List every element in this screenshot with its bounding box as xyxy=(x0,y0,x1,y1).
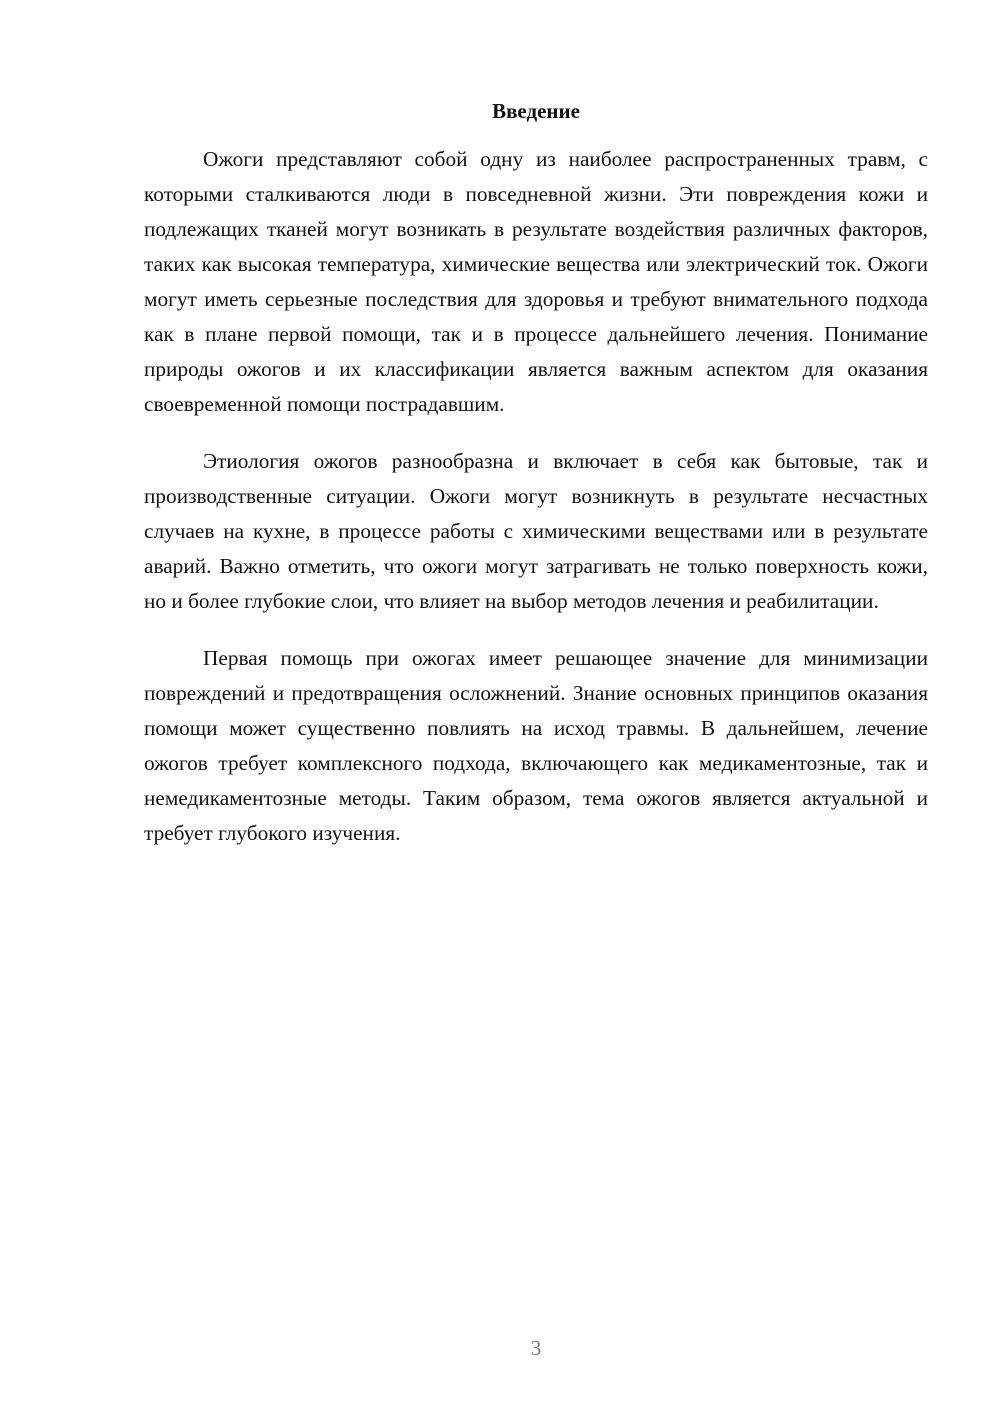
paragraph-2: Этиология ожогов разнообразна и включает в себя как бытовые, так и производственные ситуации. Ожоги могут возникнуть в результате несчастных случаев на кухне, в процессе работы с химическими веществами или в результате аварий. Важно отметить, что ожоги могут затрагивать не только поверхность кожи, но и более глубокие слои, что влияет на выбор методов лечения и реабилитации. xyxy=(144,449,928,613)
paragraph-3: Первая помощь при ожогах имеет решающее значение для минимизации повреждений и предотвращения осложнений. Знание основных принципов оказания помощи может существенно повлиять на исход травмы. В дальнейшем, лечение ожогов требует комплексного подхода, включающего как медикаментозные, так и немедикаментозные методы. Таким образом, тема ожогов является актуальной и требует глубокого изучения. xyxy=(144,646,928,845)
page-number: 3 xyxy=(530,1336,542,1360)
section-heading: Введение xyxy=(492,99,580,123)
body-text xyxy=(144,142,928,873)
paragraph-1: Ожоги представляют собой одну из наиболее распространенных травм, с которыми сталкиваются люди в повседневной жизни. Эти повреждения кожи и подлежащих тканей могут возникать в результате воздействия различных факторов, таких как высокая температура, химические вещества или электрический ток. Ожоги могут иметь серьезные последствия для здоровья и требуют внимательного подхода как в плане первой помощи, так и в процессе дальнейшего лечения. Понимание природы ожогов и их классификации является важным аспектом для оказания своевременной помощи пострадавшим. xyxy=(144,147,928,416)
